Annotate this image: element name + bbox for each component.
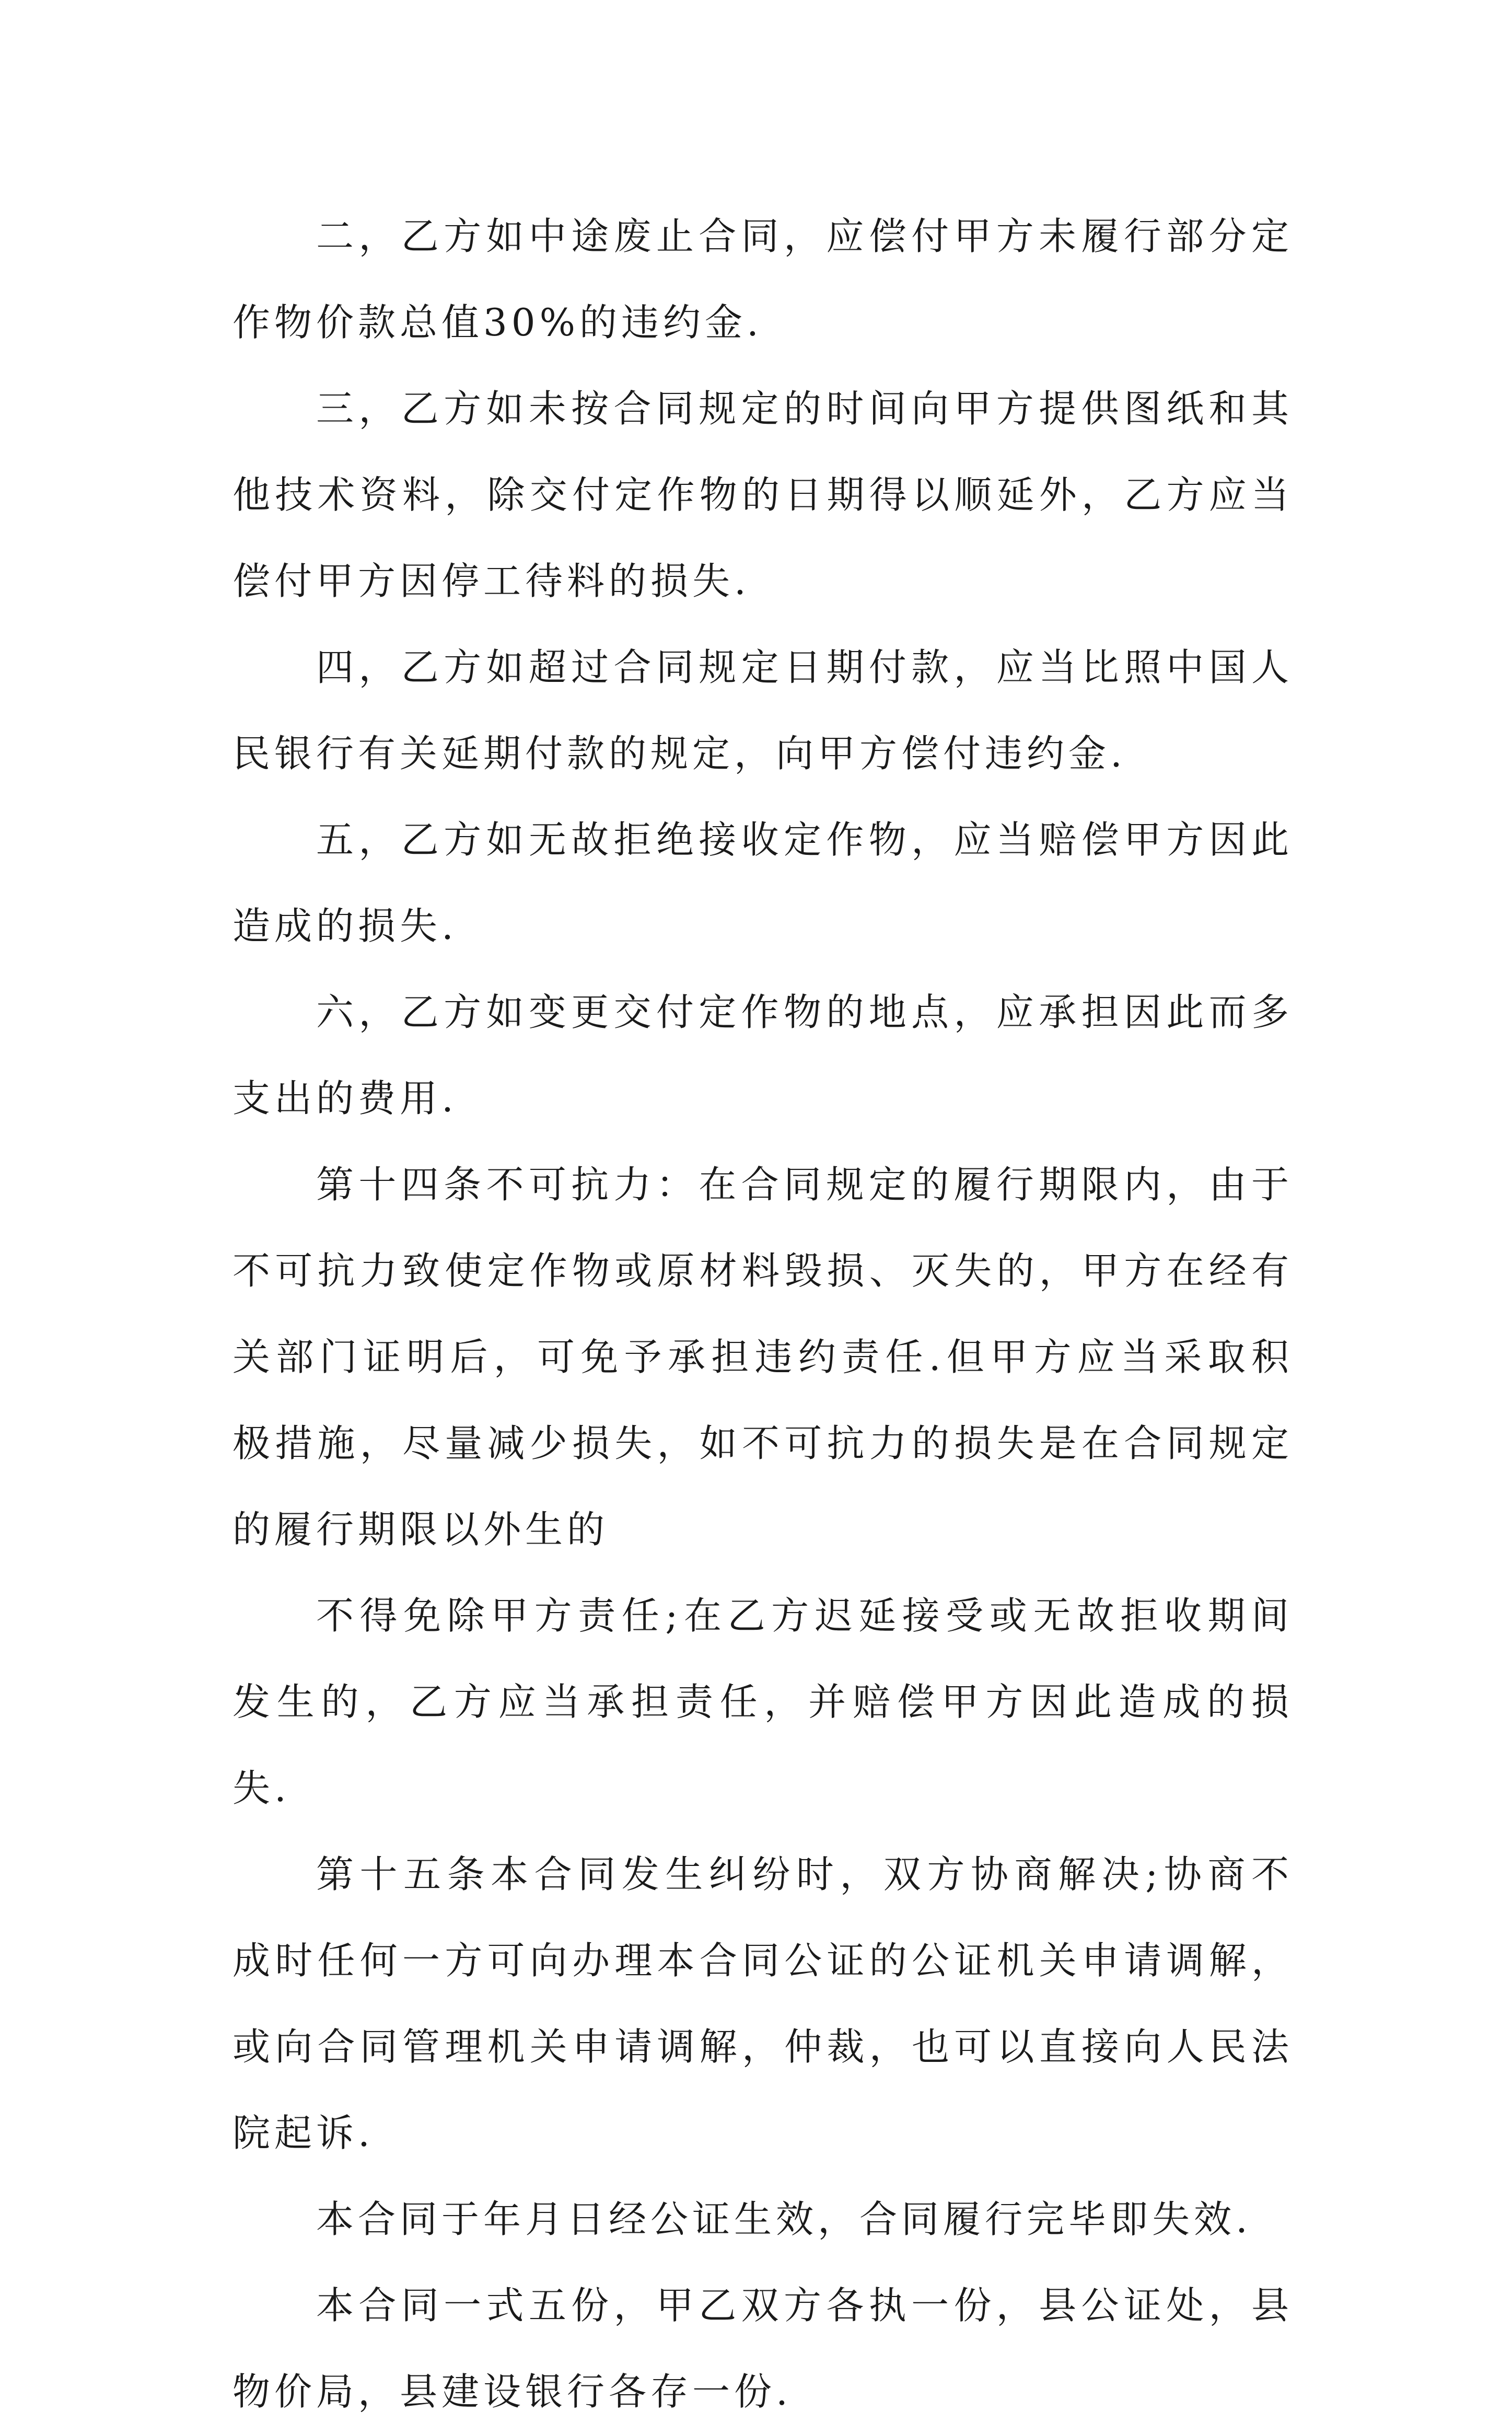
paragraph-copies: 本合同一式五份，甲乙双方各执一份，县公证处，县物价局，县建设银行各存一份. xyxy=(232,2283,1293,2414)
paragraph-article-14: 第十四条不可抗力：在合同规定的履行期限内，由于不可抗力致使定作物或原材料毁损、灭失的，甲方在经有关部门证明后，可免予承担违约责任.但甲方应当采取积极措施，尽量减少损失，如不可抗力的损失是在合同规定的履行期限以外生的 xyxy=(232,1163,1293,1551)
paragraph-article-14-continued: 不得免除甲方责任;在乙方迟延接受或无故拒收期间发生的，乙方应当承担责任，并赔偿甲方因此造成的损失. xyxy=(232,1594,1293,1810)
paragraph-clause-5: 五，乙方如无故拒绝接收定作物，应当赔偿甲方因此造成的损失. xyxy=(232,818,1293,948)
paragraph-clause-2: 二，乙方如中途废止合同，应偿付甲方未履行部分定作物价款总值30%的违约金. xyxy=(232,214,1293,344)
document-body xyxy=(232,193,1293,2435)
paragraph-effective-date: 本合同于年月日经公证生效，合同履行完毕即失效. xyxy=(316,2197,1252,2241)
paragraph-clause-6: 六，乙方如变更交付定作物的地点，应承担因此而多支出的费用. xyxy=(232,990,1293,1120)
paragraph-article-15: 第十五条本合同发生纠纷时，双方协商解决;协商不成时任何一方可向办理本合同公证的公证机关申请调解，或向合同管理机关申请调解，仲裁，也可以直接向人民法院起诉. xyxy=(232,1852,1293,2155)
paragraph-clause-4: 四，乙方如超过合同规定日期付款，应当比照中国人民银行有关延期付款的规定，向甲方偿付违约金. xyxy=(232,645,1293,775)
paragraph-clause-3: 三，乙方如未按合同规定的时间向甲方提供图纸和其他技术资料，除交付定作物的日期得以顺延外，乙方应当偿付甲方因停工待料的损失. xyxy=(232,387,1293,603)
